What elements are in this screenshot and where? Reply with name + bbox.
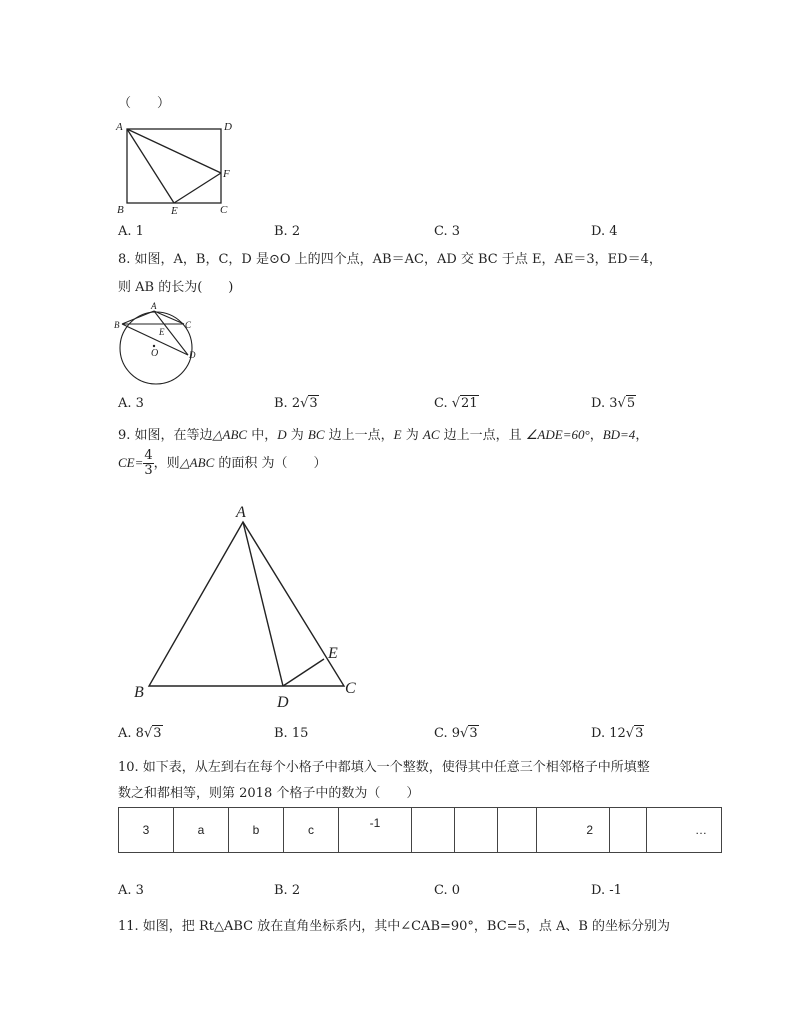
grid-cell bbox=[498, 808, 537, 853]
grid-cell: b bbox=[229, 808, 284, 853]
fraction-ce: $\frac{4}{3}$ bbox=[144, 448, 153, 478]
label-d: D bbox=[189, 350, 196, 360]
q10-stem-line2: 数之和都相等，则第 2018 个格子中的数为（ ） bbox=[118, 786, 420, 801]
label-b: B bbox=[114, 320, 120, 330]
label-b: B bbox=[117, 204, 124, 216]
label-e: E bbox=[328, 645, 338, 662]
label-e: E bbox=[171, 205, 178, 217]
answer-parentheses: （ ） bbox=[118, 96, 171, 111]
segment-ad bbox=[243, 522, 283, 686]
label-d: D bbox=[224, 121, 232, 133]
rectangle-figure bbox=[112, 116, 252, 220]
triangle-figure bbox=[128, 500, 368, 714]
prev-choice-c[interactable]: C. 3 bbox=[434, 224, 461, 239]
q9-choice-a[interactable]: A. 8√3 bbox=[118, 726, 162, 741]
label-c: C bbox=[220, 204, 228, 216]
q8-stem-line1: 8. 如图，A，B，C，D 是⊙O 上的四个点，AB＝AC，AD 交 BC 于点 E，AE＝3，ED＝4， bbox=[118, 252, 662, 267]
q8-choice-d[interactable]: D. 3√5 bbox=[591, 396, 636, 411]
q8-choice-a[interactable]: A. 3 bbox=[118, 396, 144, 411]
q10-choice-d[interactable]: D. -1 bbox=[591, 883, 622, 898]
grid-cell: -1 bbox=[339, 808, 412, 853]
grid-cell bbox=[412, 808, 455, 853]
label-a: A bbox=[151, 301, 157, 311]
label-a: A bbox=[116, 121, 123, 133]
q9-stem-line2: CE= $\frac{4}{3}$ ，则△ABC 的面积 为（ ） bbox=[118, 448, 327, 478]
chord-ab bbox=[122, 311, 154, 324]
grid-row bbox=[119, 808, 722, 853]
q8-choice-b[interactable]: B. 2√3 bbox=[274, 396, 318, 411]
number-grid bbox=[118, 807, 722, 853]
prev-choice-d[interactable]: D. 4 bbox=[591, 224, 618, 239]
label-b: B bbox=[134, 684, 144, 701]
q9-choice-d[interactable]: D. 12√3 bbox=[591, 726, 644, 741]
q10-stem-line1: 10. 如下表，从左到右在每个小格子中都填入一个整数，使得其中任意三个相邻格子中所填整 bbox=[118, 760, 650, 775]
q8-choice-c[interactable]: C. √21 bbox=[434, 396, 478, 411]
prev-choice-a[interactable]: A. 1 bbox=[118, 224, 144, 239]
label-c: C bbox=[185, 320, 192, 330]
q10-choice-c[interactable]: C. 0 bbox=[434, 883, 461, 898]
q10-choice-a[interactable]: A. 3 bbox=[118, 883, 144, 898]
q9-stem-line1: 9. 如图，在等边△ABC 中，D 为 BC 边上一点，E 为 AC 边上一点，且 ∠ADE=60°，BD=4， bbox=[118, 427, 649, 443]
center-dot bbox=[153, 345, 155, 347]
segment-de bbox=[283, 659, 324, 686]
segment-ef bbox=[174, 173, 221, 203]
label-f: F bbox=[223, 168, 230, 180]
label-d: D bbox=[277, 694, 289, 711]
grid-cell bbox=[610, 808, 647, 853]
label-a: A bbox=[236, 504, 246, 521]
grid-cell: … bbox=[647, 808, 722, 853]
q11-stem-line1: 11. 如图，把 Rt△ABC 放在直角坐标系内，其中∠CAB=90°，BC=5，点 A、B 的坐标分别为 bbox=[118, 919, 671, 934]
label-o: O bbox=[151, 348, 159, 359]
q10-choice-b[interactable]: B. 2 bbox=[274, 883, 301, 898]
grid-cell: 2 bbox=[537, 808, 610, 853]
circle-figure bbox=[110, 298, 206, 390]
label-e: E bbox=[159, 327, 165, 337]
label-c: C bbox=[345, 680, 356, 697]
grid-cell: 3 bbox=[119, 808, 174, 853]
prev-choice-b[interactable]: B. 2 bbox=[274, 224, 301, 239]
q9-choice-b[interactable]: B. 15 bbox=[274, 726, 309, 741]
grid-cell: c bbox=[284, 808, 339, 853]
grid-cell: a bbox=[174, 808, 229, 853]
q9-choice-c[interactable]: C. 9√3 bbox=[434, 726, 478, 741]
triangle-abc bbox=[149, 522, 344, 686]
q8-stem-line2: 则 AB 的长为( ) bbox=[118, 280, 234, 295]
grid-cell bbox=[455, 808, 498, 853]
